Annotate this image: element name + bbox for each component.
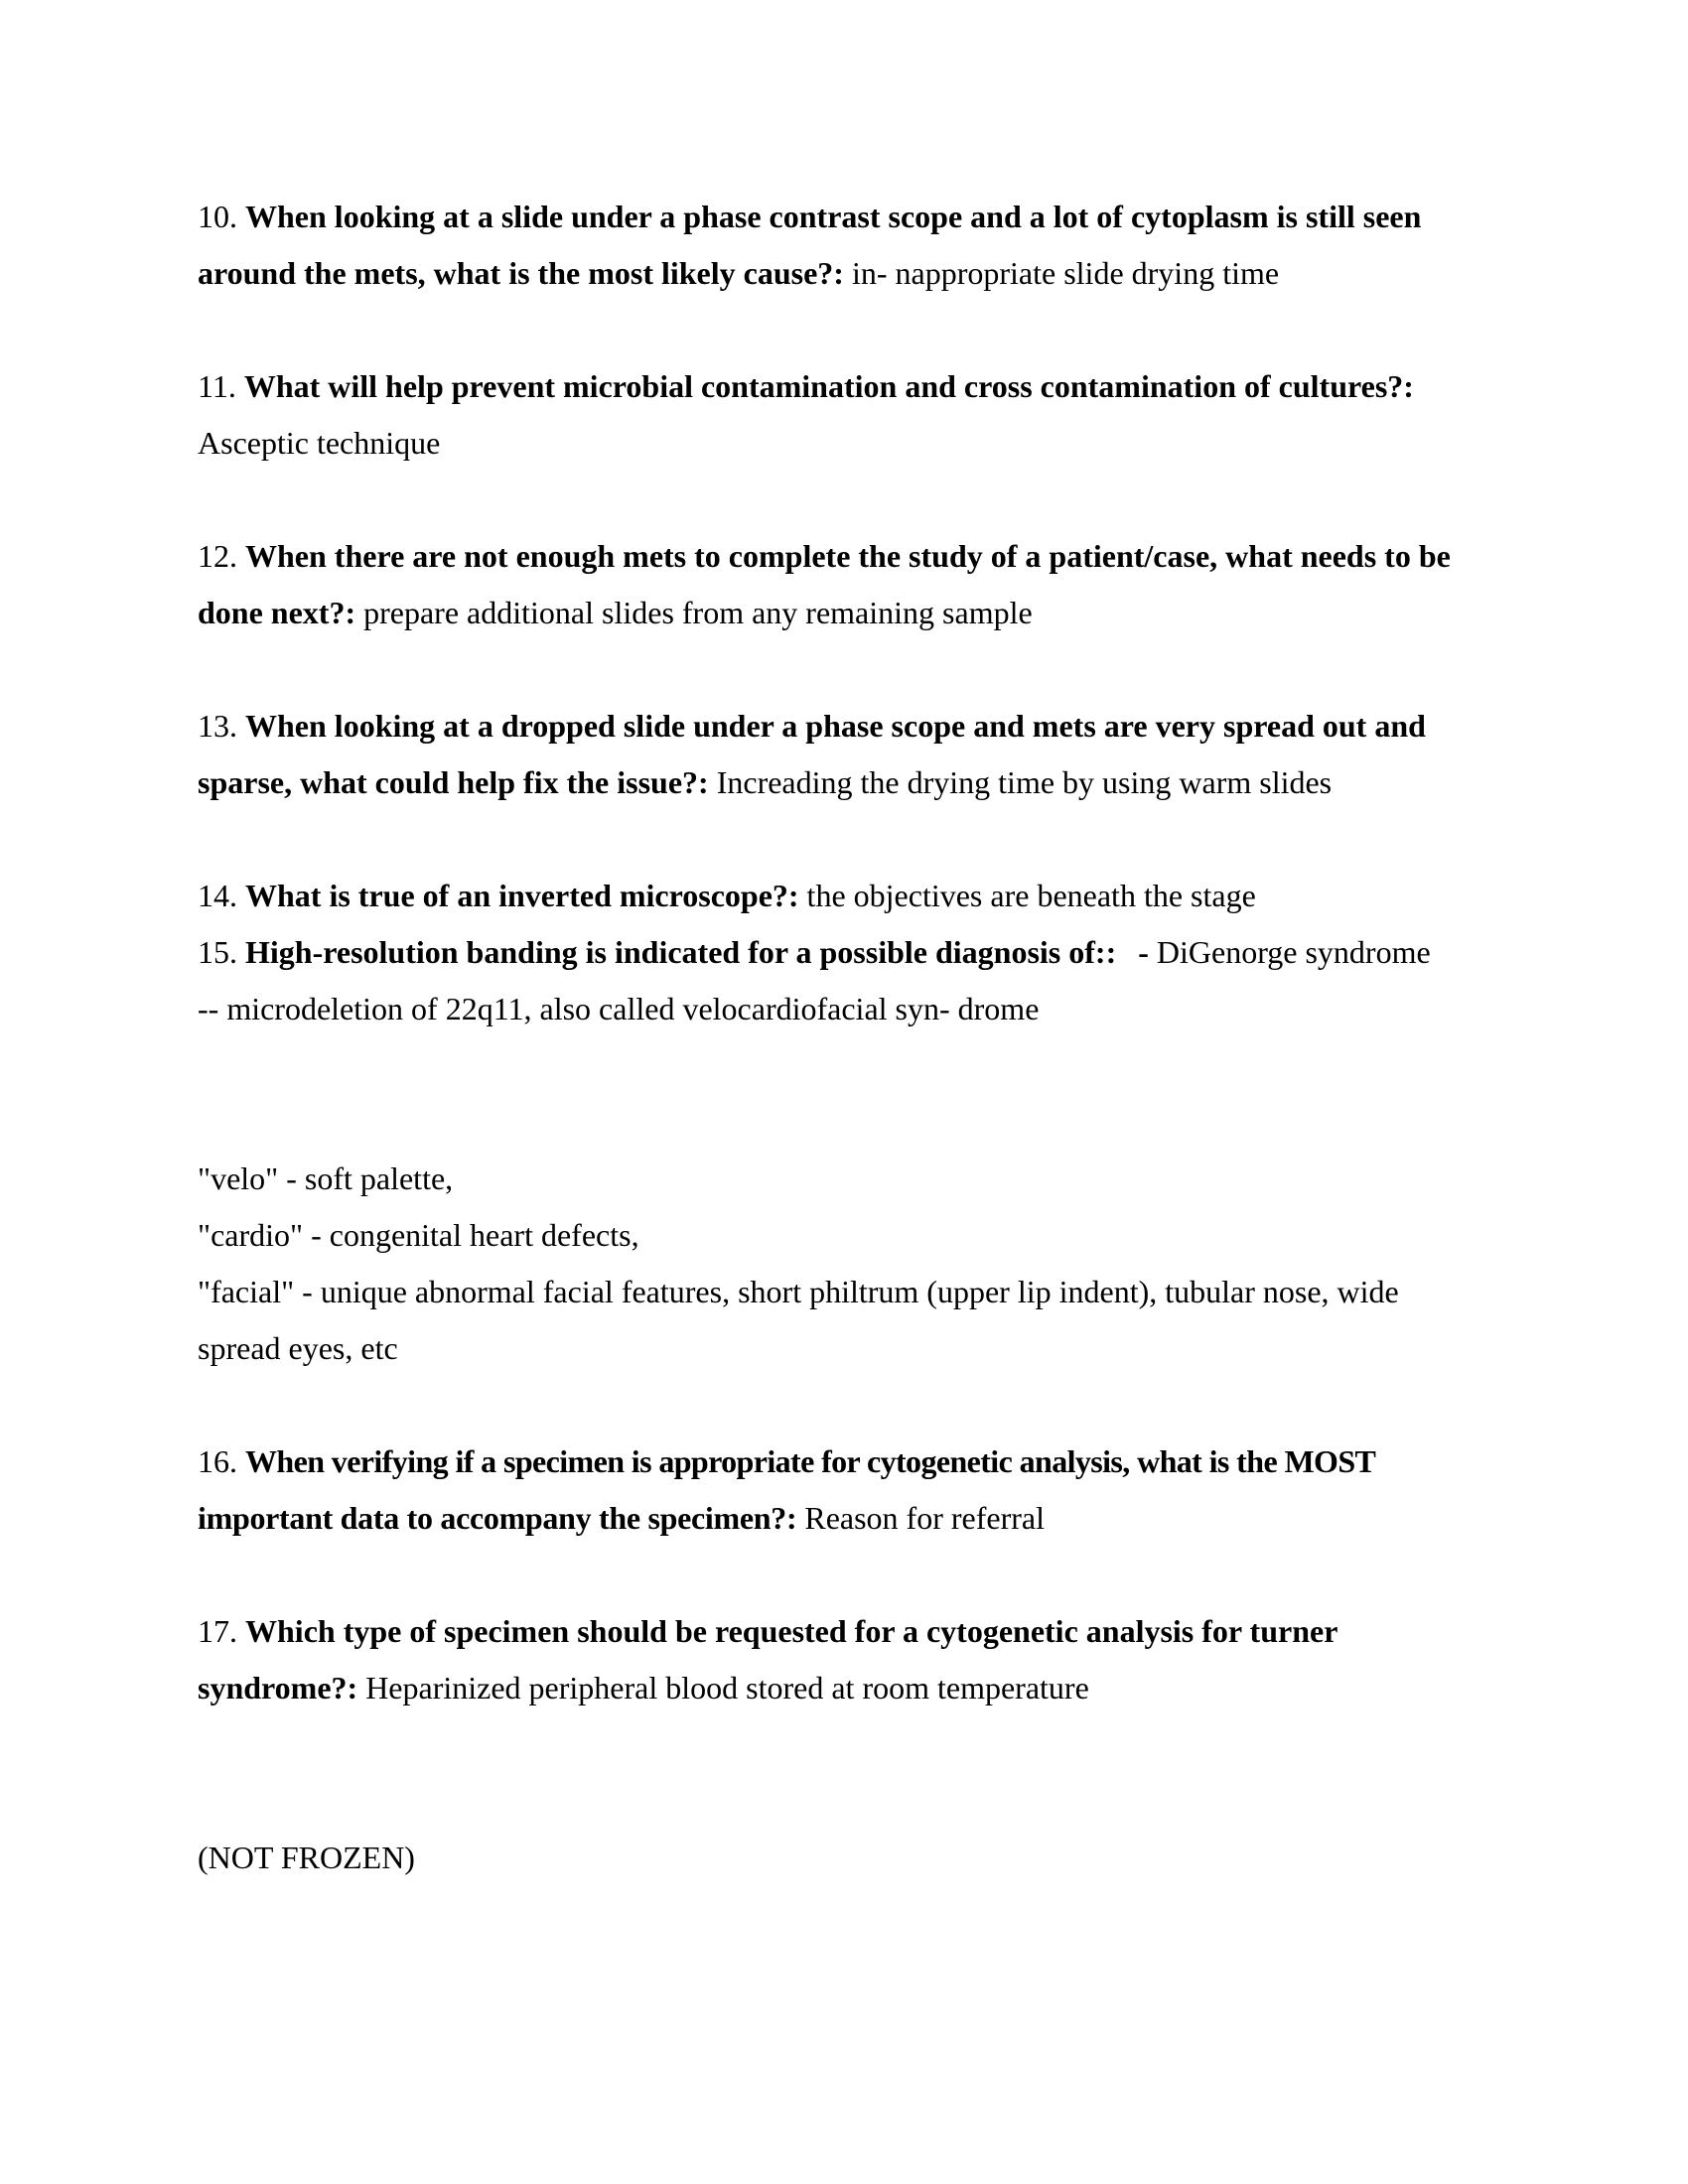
note-cardio: "cardio" - congenital heart defects, bbox=[198, 1217, 639, 1253]
item-13-number: 13. bbox=[198, 708, 237, 744]
item-14-line-1 bbox=[198, 876, 1518, 915]
note-facial-cont: spread eyes, etc bbox=[198, 1330, 398, 1366]
item-12-line-2 bbox=[198, 593, 1518, 632]
item-11-number: 11. bbox=[198, 368, 236, 404]
item-12-answer: prepare additional slides from any remaining sample bbox=[363, 595, 1033, 630]
item-12-question: When there are not enough mets to complete the study of a patient/case, what needs to be bbox=[245, 538, 1451, 574]
item-14-number: 14. bbox=[198, 878, 237, 913]
item-10-number: 10. bbox=[198, 199, 237, 234]
item-15-line-2 bbox=[198, 989, 1518, 1028]
note-facial: "facial" - unique abnormal facial features, short philtrum (upper lip indent), tubular nose, wide bbox=[198, 1274, 1399, 1309]
item-10-question: When looking at a slide under a phase contrast scope and a lot of cytoplasm is still seen bbox=[245, 199, 1422, 234]
item-13-line-1 bbox=[198, 706, 1518, 746]
item-15-note-1 bbox=[198, 1159, 1518, 1198]
item-13-question: When looking at a dropped slide under a phase scope and mets are very spread out and bbox=[245, 708, 1426, 744]
item-11-line-1 bbox=[198, 366, 1518, 406]
item-15-number: 15. bbox=[198, 934, 237, 970]
item-17-note bbox=[198, 1838, 1518, 1877]
item-15-answer-cont: -- microdeletion of 22q11, also called velocardiofacial syn- drome bbox=[198, 991, 1040, 1026]
item-16-answer: Reason for referral bbox=[804, 1500, 1045, 1536]
item-15-note-2 bbox=[198, 1215, 1518, 1255]
item-15-note-4 bbox=[198, 1328, 1518, 1368]
item-11-question: What will help prevent microbial contamination and cross contamination of cultures?: bbox=[243, 368, 1414, 404]
item-16-question: When verifying if a specimen is appropriate for cytogenetic analysis, what is the MOST bbox=[245, 1443, 1376, 1479]
item-16-question-cont: important data to accompany the specimen?: bbox=[198, 1500, 797, 1536]
item-14-question: What is true of an inverted microscope?: bbox=[245, 878, 799, 913]
item-16-line-2 bbox=[198, 1498, 1518, 1538]
item-17-line-2 bbox=[198, 1668, 1518, 1707]
item-17-line-1 bbox=[198, 1611, 1518, 1651]
item-17-number: 17. bbox=[198, 1613, 237, 1649]
item-12-line-1 bbox=[198, 536, 1518, 576]
item-17-question-cont: syndrome?: bbox=[198, 1670, 358, 1706]
item-10-answer: in- nappropriate slide drying time bbox=[851, 255, 1280, 291]
item-13-line-2 bbox=[198, 762, 1518, 802]
item-15-dash: - bbox=[1138, 934, 1149, 970]
item-13-answer: Increading the drying time by using warm slides bbox=[716, 764, 1333, 800]
item-16-number: 16. bbox=[198, 1443, 237, 1479]
item-10-line-1 bbox=[198, 197, 1518, 236]
item-15-note-3 bbox=[198, 1272, 1518, 1311]
item-13-question-cont: sparse, what could help fix the issue?: bbox=[198, 764, 709, 800]
item-12-question-cont: done next?: bbox=[198, 595, 356, 630]
item-11-answer: Asceptic technique bbox=[198, 425, 441, 461]
item-15-question: High-resolution banding is indicated for a possible diagnosis of:: bbox=[245, 934, 1117, 970]
item-10-question-cont: around the mets, what is the most likely cause?: bbox=[198, 255, 844, 291]
item-15-answer: DiGenorge syndrome bbox=[1156, 934, 1431, 970]
item-10-line-2 bbox=[198, 253, 1518, 293]
item-16-line-1 bbox=[198, 1441, 1518, 1481]
item-17-answer: Heparinized peripheral blood stored at room temperature bbox=[365, 1670, 1089, 1706]
note-not-frozen: (NOT FROZEN) bbox=[198, 1840, 415, 1875]
item-15-line-1 bbox=[198, 932, 1518, 972]
item-12-number: 12. bbox=[198, 538, 237, 574]
item-14-answer: the objectives are beneath the stage bbox=[806, 878, 1256, 913]
note-velo: "velo" - soft palette, bbox=[198, 1160, 454, 1196]
item-11-line-2 bbox=[198, 423, 1518, 463]
item-17-question: Which type of specimen should be requested for a cytogenetic analysis for turner bbox=[245, 1613, 1338, 1649]
